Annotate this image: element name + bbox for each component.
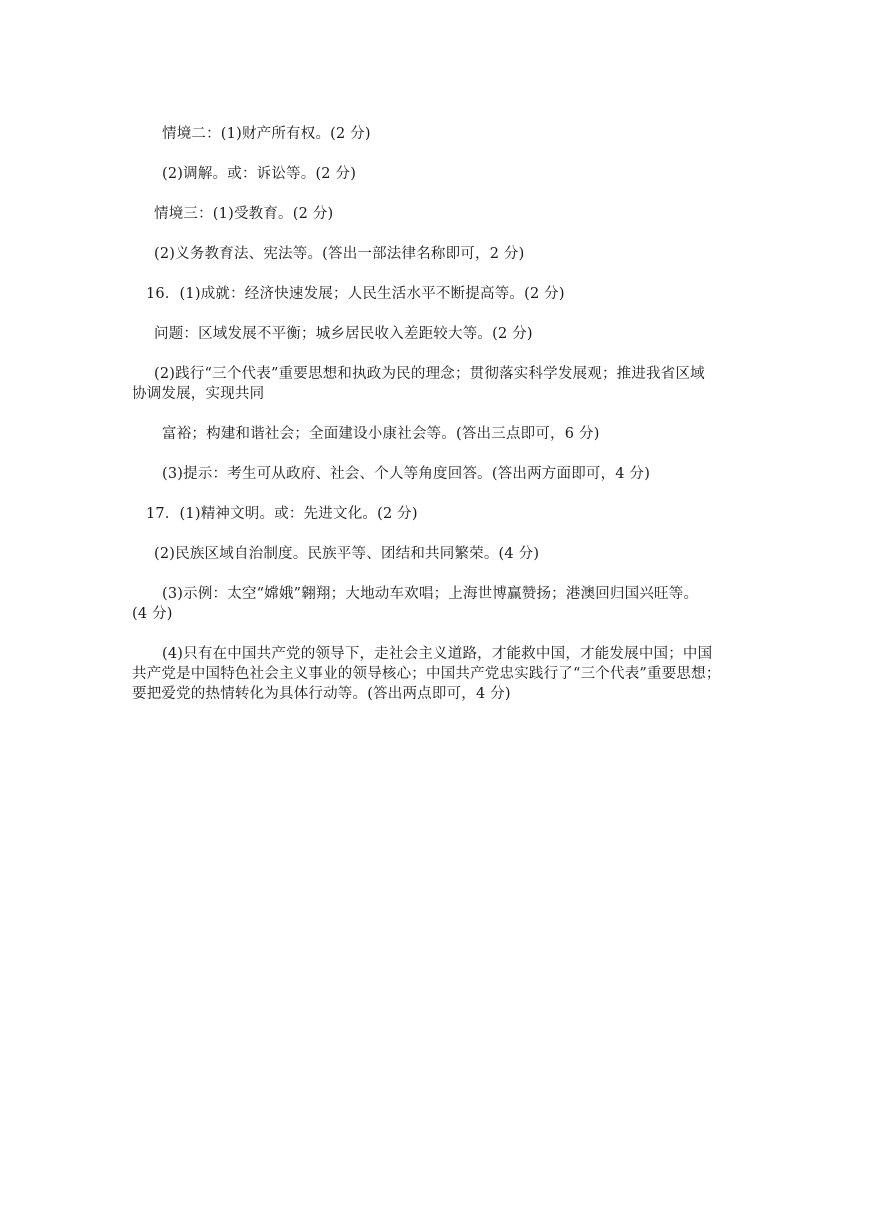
answer-line-scenario3-1: 情境三：(1)受教育。(2 分) bbox=[154, 206, 334, 222]
answer-line-17-4a: (4)只有在中国共产党的领导下，走社会主义道路，才能救中国，才能发展中国；中国 bbox=[162, 646, 713, 662]
answer-line-16-2a: (2)践行“三个代表”重要思想和执政为民的理念；贯彻落实科学发展观；推进我省区域 bbox=[154, 366, 705, 382]
answer-line-16-problem: 问题：区域发展不平衡；城乡居民收入差距较大等。(2 分) bbox=[154, 326, 533, 342]
answer-line-16-1: 16．(1)成就：经济快速发展；人民生活水平不断提高等。(2 分) bbox=[146, 286, 565, 302]
answer-line-17-2: (2)民族区域自治制度。民族平等、团结和共同繁荣。(4 分) bbox=[154, 546, 540, 562]
answer-line-scenario3-2: (2)义务教育法、宪法等。(答出一部法律名称即可，2 分) bbox=[154, 246, 525, 262]
answer-line-17-4b: 共产党是中国特色社会主义事业的领导核心；中国共产党忠实践行了“三个代表”重要思想； bbox=[132, 666, 721, 682]
answer-line-17-1: 17．(1)精神文明。或：先进文化。(2 分) bbox=[146, 506, 418, 522]
answer-line-17-4c: 要把爱党的热情转化为具体行动等。(答出两点即可，4 分) bbox=[132, 686, 511, 702]
answer-line-scenario2-2: (2)调解。或：诉讼等。(2 分) bbox=[162, 166, 357, 182]
answer-line-16-2b: 协调发展，实现共同 bbox=[132, 386, 265, 402]
answer-line-16-3: (3)提示：考生可从政府、社会、个人等角度回答。(答出两方面即可，4 分) bbox=[162, 466, 651, 482]
answer-line-16-2c: 富裕；构建和谐社会；全面建设小康社会等。(答出三点即可，6 分) bbox=[162, 426, 600, 442]
answer-line-scenario2-1: 情境二：(1)财产所有权。(2 分) bbox=[162, 126, 371, 142]
answer-line-17-3b: (4 分) bbox=[132, 606, 173, 622]
answer-line-17-3a: (3)示例：太空“嫦娥”翱翔；大地动车欢唱；上海世博赢赞扬；港澳回归国兴旺等。 bbox=[162, 586, 699, 602]
